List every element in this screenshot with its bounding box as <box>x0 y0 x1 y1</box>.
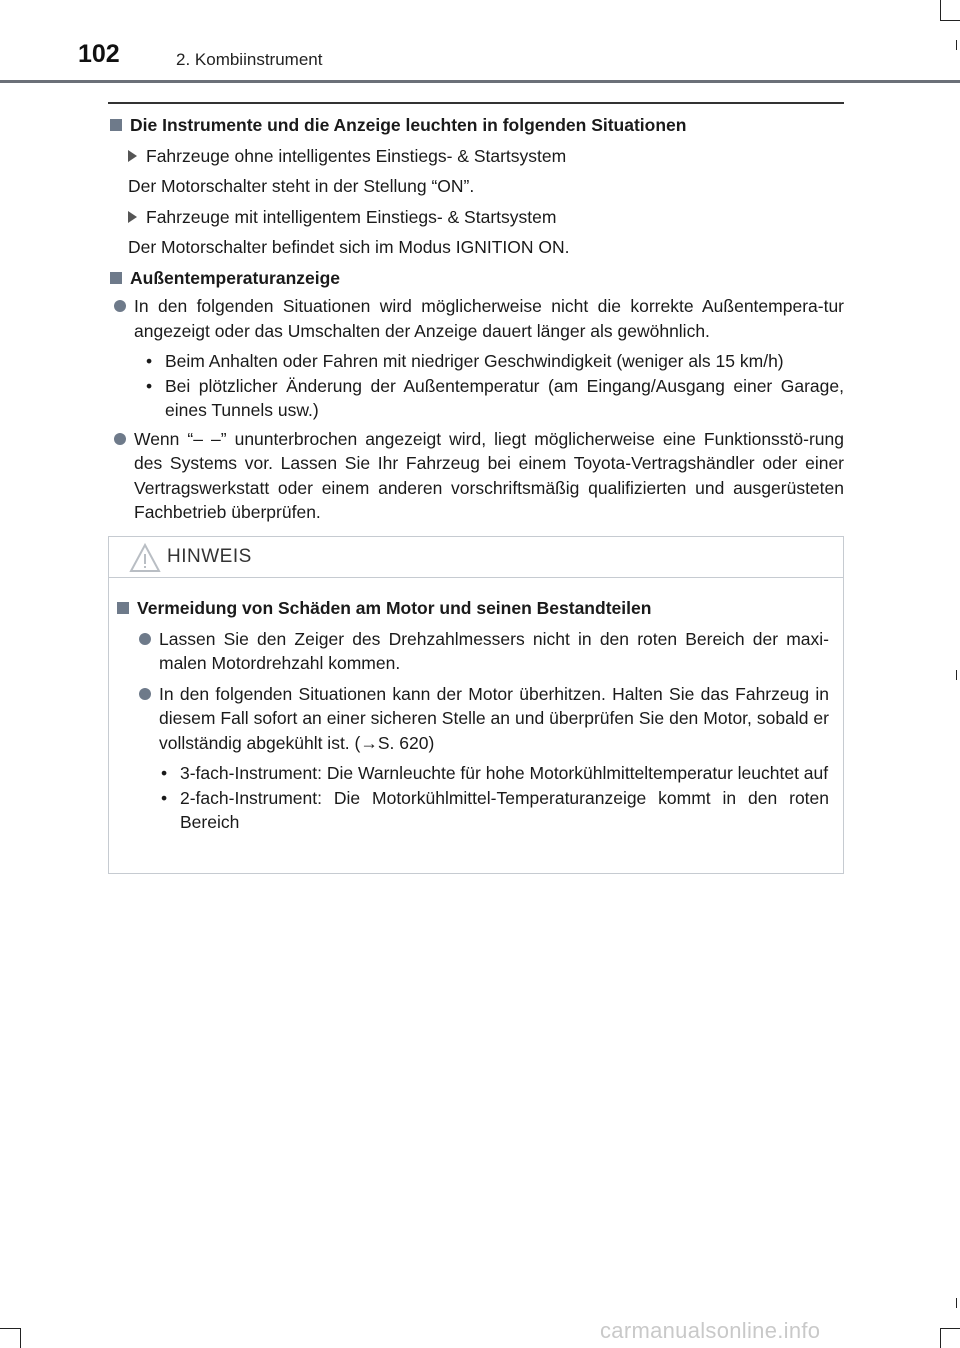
list-item: • 3-fach-Instrument: Die Warnleuchte für hohe Motorkühlmitteltemperatur leuchtet auf <box>161 763 829 783</box>
header-rule <box>0 80 960 83</box>
chapter-title: 2. Kombiinstrument <box>176 50 323 69</box>
crop-mark <box>956 670 957 680</box>
hinweis-body <box>109 578 843 835</box>
crop-mark <box>940 1328 941 1348</box>
list-item: • 2-fach-Instrument: Die Motorkühlmittel-Temperaturanzeige kommt in den roten Bereich <box>161 787 829 832</box>
section-rule <box>108 102 844 104</box>
section2-dot-list <box>110 349 844 423</box>
triangle-right-icon <box>128 150 137 162</box>
hinweis-header <box>109 537 843 578</box>
section2-heading: Außentemperaturanzeige <box>110 266 844 291</box>
hinweis-dot-list <box>117 761 829 835</box>
crop-mark <box>940 1328 960 1329</box>
circle-bullet-icon <box>114 300 126 312</box>
square-bullet-icon <box>110 119 122 131</box>
crop-mark <box>940 0 941 20</box>
main-content <box>110 113 844 525</box>
circle-bullet-icon <box>114 433 126 445</box>
hinweis-title: HINWEIS <box>167 546 252 567</box>
crop-mark <box>20 1328 21 1348</box>
section1-sub1: Fahrzeuge ohne intelligentes Einstiegs- & Startsystem <box>110 144 844 169</box>
section2-bullet2: Wenn “– –” ununterbrochen angezeigt wird, liegt möglicherweise eine Funktionsstö-rung des Systems vor. Lassen Sie Ihr Fahrzeug bei einem Toyota-Vertragshändler oder einer Vertragswerkstatt oder einem anderen vorschriftsmäßig qualifizierten und ausgerüsteten Fachbetrieb überprüfen. <box>110 427 844 525</box>
crop-mark <box>0 1328 20 1329</box>
warning-triangle-icon <box>129 543 161 573</box>
crop-mark <box>956 1298 957 1308</box>
circle-bullet-icon <box>139 633 151 645</box>
hinweis-bullet2: In den folgenden Situationen kann der Motor überhitzen. Halten Sie das Fahrzeug in diesem Fall sofort an einer sicheren Stelle an und überprüfen Sie den Motor, sobald er vollständig abgekühlt ist. (→S. 620) <box>117 682 829 756</box>
crop-mark <box>956 40 957 50</box>
section1-heading: Die Instrumente und die Anzeige leuchten in folgenden Situationen <box>110 113 844 138</box>
page-header <box>0 0 960 84</box>
hinweis-heading: Vermeidung von Schäden am Motor und seinen Bestandteilen <box>117 596 829 621</box>
list-item: • Bei plötzlicher Änderung der Außentemperatur (am Eingang/Ausgang einer Garage, eines Tunnels usw.) <box>146 375 844 420</box>
hinweis-box <box>108 536 844 874</box>
section1-text1: Der Motorschalter steht in der Stellung “ON”. <box>128 176 475 196</box>
list-item: • Beim Anhalten oder Fahren mit niedriger Geschwindigkeit (weniger als 15 km/h) <box>146 351 784 371</box>
circle-bullet-icon <box>139 688 151 700</box>
section1-text2: Der Motorschalter befindet sich im Modus IGNITION ON. <box>128 237 570 257</box>
section1-sub2: Fahrzeuge mit intelligentem Einstiegs- & Startsystem <box>110 205 844 230</box>
section2-bullet1: In den folgenden Situationen wird möglicherweise nicht die korrekte Außentempera-tur angezeigt oder das Umschalten der Anzeige dauert länger als gewöhnlich. <box>110 294 844 343</box>
triangle-right-icon <box>128 211 137 223</box>
hinweis-bullet1: Lassen Sie den Zeiger des Drehzahlmessers nicht in den roten Bereich der maxi-malen Motordrehzahl kommen. <box>117 627 829 676</box>
square-bullet-icon <box>117 602 129 614</box>
page-number: 102 <box>78 40 120 68</box>
crop-mark <box>940 20 960 21</box>
watermark: carmanualsonline.info <box>600 1318 821 1343</box>
square-bullet-icon <box>110 272 122 284</box>
